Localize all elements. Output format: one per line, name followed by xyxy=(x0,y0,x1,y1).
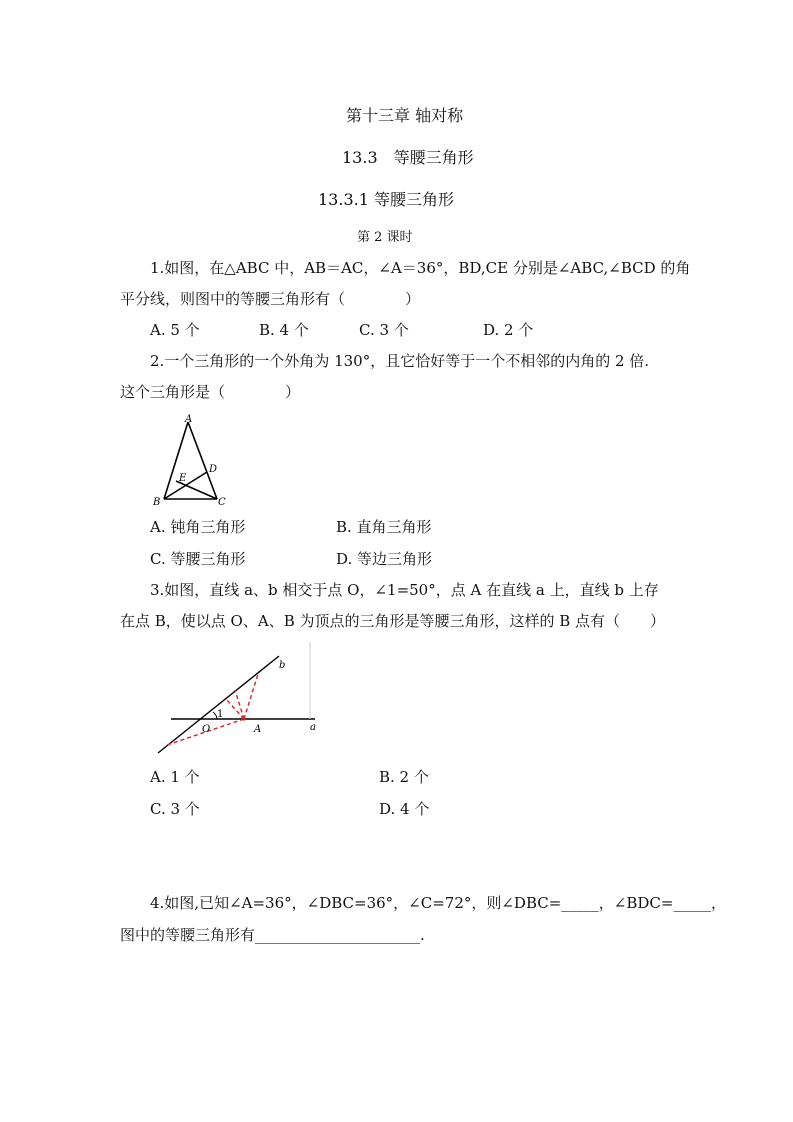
intersecting-lines-figure xyxy=(155,638,325,758)
q2-option-a: A. 钝角三角形 xyxy=(150,518,246,536)
chapter-title: 第十三章 轴对称 xyxy=(346,106,464,125)
label-o: O xyxy=(202,724,211,735)
q2-text-line2: 这个三角形是（ ） xyxy=(120,383,301,401)
q1-text-line1: 1.如图，在△ABC 中，AB＝AC，∠A＝36°，BD,CE 分别是∠ABC,∠BCD 的角 xyxy=(150,259,691,277)
q3-option-c: C. 3 个 xyxy=(150,800,200,818)
label-a: A xyxy=(185,414,193,425)
label-a-line: a xyxy=(310,722,316,733)
label-b: B xyxy=(153,497,161,508)
label-angle-1: 1 xyxy=(217,709,224,720)
label-b-line: b xyxy=(279,660,286,671)
label-e: E xyxy=(179,473,187,484)
triangle-abc-figure xyxy=(145,412,245,512)
q3-option-b: B. 2 个 xyxy=(379,768,429,786)
line-b xyxy=(158,656,279,753)
q3-option-d: D. 4 个 xyxy=(379,800,430,818)
q2-option-c: C. 等腰三角形 xyxy=(150,550,246,568)
lesson-label: 第 2 课时 xyxy=(357,230,413,245)
q2-option-d: D. 等边三角形 xyxy=(336,550,433,568)
q4-text-line2: 图中的等腰三角形有______________________. xyxy=(120,926,425,944)
q1-text-line2: 平分线，则图中的等腰三角形有（ ） xyxy=(120,290,421,308)
q1-option-b: B. 4 个 xyxy=(259,321,309,339)
q2-option-b: B. 直角三角形 xyxy=(336,518,432,536)
label-d: D xyxy=(209,464,218,475)
q3-text-line2: 在点 B，使以点 O、A、B 为顶点的三角形是等腰三角形，这样的 B 点有（ ） xyxy=(120,612,666,630)
q2-text-line1: 2.一个三角形的一个外角为 130°，且它恰好等于一个不相邻的内角的 2 倍. xyxy=(150,352,650,370)
subsection-title: 13.3.1 等腰三角形 xyxy=(318,190,454,209)
section-title: 13.3 等腰三角形 xyxy=(342,148,474,167)
label-c: C xyxy=(218,497,226,508)
label-a-point: A xyxy=(254,724,262,735)
q1-option-d: D. 2 个 xyxy=(483,321,534,339)
q1-option-c: C. 3 个 xyxy=(359,321,409,339)
q3-option-a: A. 1 个 xyxy=(150,768,200,786)
q1-option-a: A. 5 个 xyxy=(150,321,200,339)
q4-text-line1: 4.如图,已知∠A=36°，∠DBC=36°，∠C=72°，则∠DBC=_____，∠BDC=_____， xyxy=(150,894,726,912)
q3-text-line1: 3.如图，直线 a、b 相交于点 O，∠1=50°，点 A 在直线 a 上，直线 b 上存 xyxy=(150,581,659,599)
